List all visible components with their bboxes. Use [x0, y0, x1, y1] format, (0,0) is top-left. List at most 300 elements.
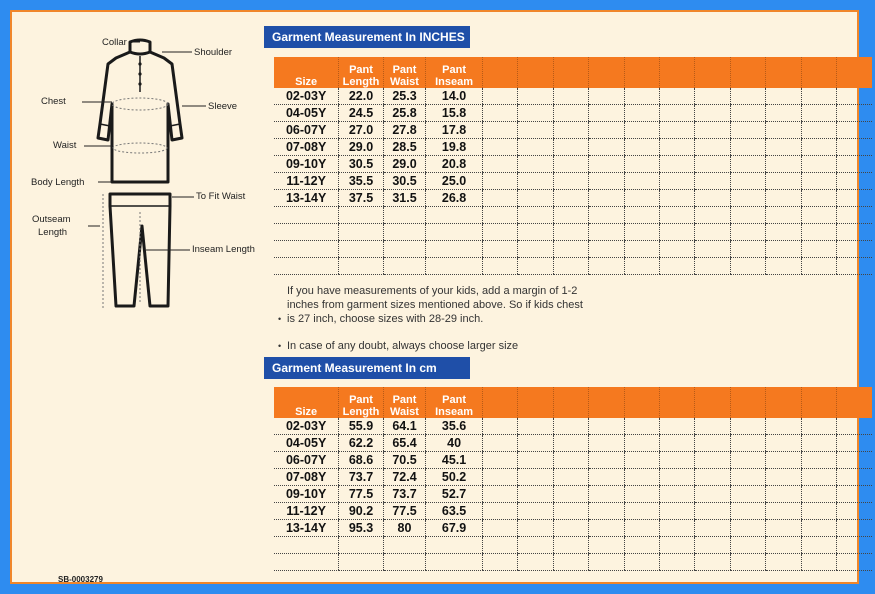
empty-cell	[766, 537, 801, 554]
table-cell: 29.0	[383, 156, 425, 173]
empty-cell	[383, 224, 425, 241]
empty-cell	[695, 190, 730, 207]
column-header-line1	[274, 64, 338, 76]
empty-cell	[695, 105, 730, 122]
empty-cell	[836, 88, 872, 105]
note-margin	[278, 284, 583, 326]
empty-cell	[518, 469, 553, 486]
chest-label: Chest	[41, 96, 66, 107]
empty-cell	[801, 173, 836, 190]
empty-cell	[801, 469, 836, 486]
empty-header-cell	[624, 387, 659, 418]
empty-cell	[695, 207, 730, 224]
table-row	[274, 139, 872, 156]
empty-cell	[589, 139, 624, 156]
table-cell: 52.7	[426, 486, 483, 503]
empty-cell	[801, 207, 836, 224]
table-cell: 80	[383, 520, 425, 537]
empty-cell	[766, 122, 801, 139]
empty-cell	[659, 105, 694, 122]
empty-cell	[695, 156, 730, 173]
empty-row	[274, 258, 872, 275]
empty-cell	[766, 156, 801, 173]
empty-cell	[836, 105, 872, 122]
empty-cell	[518, 224, 553, 241]
empty-cell	[553, 469, 588, 486]
table-cell: 26.8	[426, 190, 483, 207]
empty-cell	[730, 520, 765, 537]
empty-header-cell	[589, 57, 624, 88]
empty-cell	[482, 554, 517, 571]
empty-cell	[518, 173, 553, 190]
column-header	[339, 387, 384, 418]
empty-cell	[589, 537, 624, 554]
collar-label: Collar	[102, 37, 127, 48]
empty-cell	[801, 224, 836, 241]
table-cell: 06-07Y	[274, 122, 339, 139]
empty-cell	[766, 88, 801, 105]
column-header-line1: Pant	[442, 394, 466, 406]
empty-cell	[836, 224, 872, 241]
table-cell: 11-12Y	[274, 503, 339, 520]
table-cell: 06-07Y	[274, 452, 339, 469]
empty-cell	[482, 503, 517, 520]
empty-cell	[836, 258, 872, 275]
table-row	[274, 418, 872, 435]
table-cell: 13-14Y	[274, 190, 339, 207]
empty-cell	[836, 207, 872, 224]
empty-cell	[730, 105, 765, 122]
table-cell: 02-03Y	[274, 88, 339, 105]
table-cell: 25.8	[383, 105, 425, 122]
empty-cell	[426, 554, 483, 571]
empty-cell	[589, 105, 624, 122]
table-cell: 22.0	[339, 88, 384, 105]
empty-cell	[801, 105, 836, 122]
empty-cell	[730, 88, 765, 105]
empty-cell	[482, 88, 517, 105]
empty-cell	[730, 554, 765, 571]
empty-cell	[730, 241, 765, 258]
empty-header-cell	[518, 57, 553, 88]
table-cell: 35.5	[339, 173, 384, 190]
empty-row	[274, 224, 872, 241]
product-code: SB-0003279	[58, 575, 103, 584]
empty-cell	[801, 190, 836, 207]
table-cell: 29.0	[339, 139, 384, 156]
empty-cell	[624, 554, 659, 571]
note-larger-size	[278, 339, 583, 353]
empty-cell	[482, 537, 517, 554]
empty-cell	[482, 452, 517, 469]
empty-cell	[482, 190, 517, 207]
empty-cell	[801, 241, 836, 258]
empty-cell	[553, 486, 588, 503]
empty-cell	[518, 139, 553, 156]
empty-cell	[801, 520, 836, 537]
table-cell: 02-03Y	[274, 418, 339, 435]
empty-cell	[518, 122, 553, 139]
empty-header-cell	[801, 387, 836, 418]
empty-cell	[518, 486, 553, 503]
empty-cell	[589, 435, 624, 452]
table-cell: 07-08Y	[274, 469, 339, 486]
empty-cell	[274, 207, 339, 224]
empty-cell	[695, 241, 730, 258]
table-cell: 30.5	[339, 156, 384, 173]
empty-cell	[730, 156, 765, 173]
empty-header-cell	[659, 57, 694, 88]
empty-cell	[659, 173, 694, 190]
empty-cell	[766, 452, 801, 469]
column-header-line1: Pant	[349, 64, 373, 76]
empty-cell	[659, 122, 694, 139]
table-row	[274, 486, 872, 503]
empty-cell	[659, 452, 694, 469]
empty-cell	[695, 469, 730, 486]
empty-cell	[766, 469, 801, 486]
empty-cell	[659, 520, 694, 537]
empty-cell	[695, 537, 730, 554]
empty-cell	[518, 520, 553, 537]
empty-cell	[836, 122, 872, 139]
empty-header-cell	[695, 57, 730, 88]
empty-cell	[553, 190, 588, 207]
table-cell: 77.5	[339, 486, 384, 503]
table-cell: 72.4	[383, 469, 425, 486]
empty-header-cell	[766, 57, 801, 88]
empty-cell	[553, 207, 588, 224]
empty-cell	[518, 503, 553, 520]
note-margin-line3: is 27 inch, choose sizes with 28-29 inch.	[287, 313, 484, 325]
table-cell: 15.8	[426, 105, 483, 122]
table-cell: 40	[426, 435, 483, 452]
table-row	[274, 122, 872, 139]
table-cell: 04-05Y	[274, 105, 339, 122]
empty-cell	[659, 139, 694, 156]
empty-cell	[766, 105, 801, 122]
shoulder-label: Shoulder	[194, 47, 233, 58]
empty-header-cell	[624, 57, 659, 88]
empty-cell	[695, 139, 730, 156]
empty-cell	[553, 224, 588, 241]
table-cell: 31.5	[383, 190, 425, 207]
empty-cell	[589, 190, 624, 207]
header-row	[274, 387, 872, 418]
column-header-line2: Length	[342, 76, 380, 88]
empty-cell	[801, 452, 836, 469]
empty-cell	[553, 258, 588, 275]
empty-cell	[766, 486, 801, 503]
empty-cell	[518, 241, 553, 258]
empty-cell	[836, 469, 872, 486]
empty-row	[274, 207, 872, 224]
empty-cell	[801, 554, 836, 571]
empty-cell	[589, 486, 624, 503]
empty-cell	[801, 156, 836, 173]
empty-header-cell	[482, 57, 517, 88]
empty-cell	[695, 122, 730, 139]
inseam-length-label: Inseam Length	[192, 244, 255, 255]
empty-cell	[624, 452, 659, 469]
empty-header-cell	[766, 387, 801, 418]
empty-cell	[659, 418, 694, 435]
table-cell: 07-08Y	[274, 139, 339, 156]
table-cell: 14.0	[426, 88, 483, 105]
empty-cell	[659, 537, 694, 554]
to-fit-waist-label: To Fit Waist	[196, 191, 246, 202]
table-cell: 37.5	[339, 190, 384, 207]
empty-cell	[836, 452, 872, 469]
empty-cell	[589, 503, 624, 520]
empty-cell	[553, 554, 588, 571]
empty-cell	[766, 224, 801, 241]
empty-cell	[589, 241, 624, 258]
note-margin-line1: If you have measurements of your kids, add a margin of 1-2	[287, 285, 578, 297]
empty-cell	[482, 241, 517, 258]
cm-table-title: Garment Measurement In cm	[264, 357, 470, 379]
empty-cell	[589, 207, 624, 224]
empty-cell	[553, 88, 588, 105]
empty-cell	[836, 241, 872, 258]
empty-cell	[553, 122, 588, 139]
column-header-line1	[274, 394, 338, 406]
inches-table-wrap	[274, 57, 872, 281]
empty-cell	[624, 207, 659, 224]
empty-header-cell	[518, 387, 553, 418]
empty-cell	[553, 241, 588, 258]
empty-cell	[518, 88, 553, 105]
empty-cell	[659, 241, 694, 258]
empty-cell	[801, 258, 836, 275]
empty-cell	[482, 122, 517, 139]
table-cell: 09-10Y	[274, 486, 339, 503]
cm-table-wrap	[274, 387, 872, 577]
table-cell: 27.8	[383, 122, 425, 139]
empty-cell	[624, 105, 659, 122]
empty-cell	[553, 418, 588, 435]
header-row	[274, 57, 872, 88]
empty-cell	[482, 435, 517, 452]
empty-cell	[836, 503, 872, 520]
table-row	[274, 88, 872, 105]
empty-cell	[518, 156, 553, 173]
empty-cell	[518, 537, 553, 554]
column-header	[274, 57, 339, 88]
empty-cell	[766, 173, 801, 190]
empty-cell	[589, 224, 624, 241]
table-cell: 62.2	[339, 435, 384, 452]
empty-cell	[836, 435, 872, 452]
empty-header-cell	[553, 387, 588, 418]
empty-cell	[518, 207, 553, 224]
table-cell: 13-14Y	[274, 520, 339, 537]
empty-cell	[730, 469, 765, 486]
table-row	[274, 435, 872, 452]
empty-cell	[801, 435, 836, 452]
empty-cell	[730, 122, 765, 139]
empty-cell	[624, 224, 659, 241]
empty-cell	[624, 88, 659, 105]
table-row	[274, 469, 872, 486]
note-margin-line2: inches from garment sizes mentioned above. So if kids chest	[287, 299, 583, 311]
empty-cell	[518, 452, 553, 469]
empty-cell	[695, 452, 730, 469]
table-cell: 17.8	[426, 122, 483, 139]
empty-cell	[624, 435, 659, 452]
bullet: •	[278, 341, 282, 351]
table-cell: 45.1	[426, 452, 483, 469]
empty-cell	[766, 241, 801, 258]
empty-cell	[695, 258, 730, 275]
empty-cell	[518, 105, 553, 122]
empty-cell	[801, 537, 836, 554]
empty-cell	[518, 418, 553, 435]
empty-cell	[659, 224, 694, 241]
empty-cell	[730, 139, 765, 156]
column-header-line1: Pant	[392, 394, 417, 406]
empty-cell	[730, 173, 765, 190]
empty-cell	[482, 156, 517, 173]
empty-cell	[482, 173, 517, 190]
empty-cell	[801, 486, 836, 503]
empty-row	[274, 554, 872, 571]
empty-cell	[730, 224, 765, 241]
table-row	[274, 190, 872, 207]
empty-cell	[766, 554, 801, 571]
empty-cell	[695, 435, 730, 452]
empty-cell	[659, 258, 694, 275]
empty-cell	[730, 486, 765, 503]
empty-cell	[659, 435, 694, 452]
table-cell: 09-10Y	[274, 156, 339, 173]
inches-table	[274, 57, 872, 275]
empty-cell	[695, 520, 730, 537]
empty-cell	[766, 435, 801, 452]
empty-cell	[730, 452, 765, 469]
table-cell: 27.0	[339, 122, 384, 139]
empty-cell	[383, 241, 425, 258]
empty-cell	[426, 207, 483, 224]
empty-cell	[624, 139, 659, 156]
column-header-line2: Length	[342, 406, 380, 418]
sizing-notes	[278, 284, 583, 353]
empty-cell	[518, 258, 553, 275]
table-cell: 73.7	[383, 486, 425, 503]
empty-cell	[766, 258, 801, 275]
empty-cell	[624, 469, 659, 486]
empty-cell	[624, 537, 659, 554]
empty-cell	[695, 554, 730, 571]
empty-cell	[589, 156, 624, 173]
table-cell: 25.0	[426, 173, 483, 190]
empty-cell	[730, 537, 765, 554]
empty-header-cell	[836, 57, 872, 88]
table-cell: 55.9	[339, 418, 384, 435]
empty-cell	[482, 520, 517, 537]
table-cell: 90.2	[339, 503, 384, 520]
empty-cell	[518, 190, 553, 207]
empty-cell	[482, 105, 517, 122]
column-header	[274, 387, 339, 418]
empty-cell	[659, 554, 694, 571]
empty-header-cell	[836, 387, 872, 418]
empty-cell	[695, 224, 730, 241]
table-cell: 28.5	[383, 139, 425, 156]
table-cell: 20.8	[426, 156, 483, 173]
empty-cell	[589, 452, 624, 469]
empty-cell	[730, 503, 765, 520]
empty-cell	[482, 469, 517, 486]
empty-cell	[553, 173, 588, 190]
outseam-length-label: Length	[38, 227, 68, 238]
empty-cell	[624, 503, 659, 520]
empty-cell	[426, 537, 483, 554]
empty-cell	[695, 88, 730, 105]
table-cell: 30.5	[383, 173, 425, 190]
table-cell: 50.2	[426, 469, 483, 486]
table-cell: 63.5	[426, 503, 483, 520]
empty-cell	[836, 190, 872, 207]
empty-cell	[730, 418, 765, 435]
table-cell: 73.7	[339, 469, 384, 486]
empty-cell	[624, 520, 659, 537]
empty-cell	[836, 418, 872, 435]
column-header-line2: Inseam	[435, 76, 474, 88]
empty-cell	[339, 554, 384, 571]
empty-cell	[801, 503, 836, 520]
column-header-line2: Waist	[390, 76, 419, 88]
empty-cell	[383, 554, 425, 571]
empty-cell	[339, 241, 384, 258]
empty-cell	[836, 173, 872, 190]
empty-cell	[274, 258, 339, 275]
empty-cell	[383, 207, 425, 224]
empty-cell	[553, 452, 588, 469]
empty-cell	[339, 258, 384, 275]
column-header-line1: Pant	[392, 64, 417, 76]
empty-cell	[695, 418, 730, 435]
empty-header-cell	[553, 57, 588, 88]
note-larger-size-text: In case of any doubt, always choose larger size	[287, 340, 519, 352]
empty-cell	[274, 224, 339, 241]
empty-cell	[383, 258, 425, 275]
column-header	[339, 57, 384, 88]
empty-cell	[482, 418, 517, 435]
empty-cell	[339, 224, 384, 241]
empty-cell	[659, 207, 694, 224]
empty-cell	[518, 554, 553, 571]
column-header-line2: Inseam	[435, 406, 474, 418]
empty-cell	[518, 435, 553, 452]
size-chart-card	[10, 10, 859, 584]
empty-cell	[553, 503, 588, 520]
column-header-line2: Size	[295, 76, 318, 88]
empty-cell	[482, 486, 517, 503]
empty-cell	[624, 190, 659, 207]
empty-cell	[695, 486, 730, 503]
empty-cell	[801, 139, 836, 156]
empty-cell	[836, 486, 872, 503]
waist-label: Waist	[53, 140, 77, 151]
empty-cell	[624, 156, 659, 173]
body-length-label: Body Length	[31, 177, 85, 188]
empty-cell	[730, 258, 765, 275]
empty-header-cell	[730, 57, 765, 88]
empty-cell	[624, 486, 659, 503]
column-header	[426, 57, 483, 88]
empty-header-cell	[482, 387, 517, 418]
